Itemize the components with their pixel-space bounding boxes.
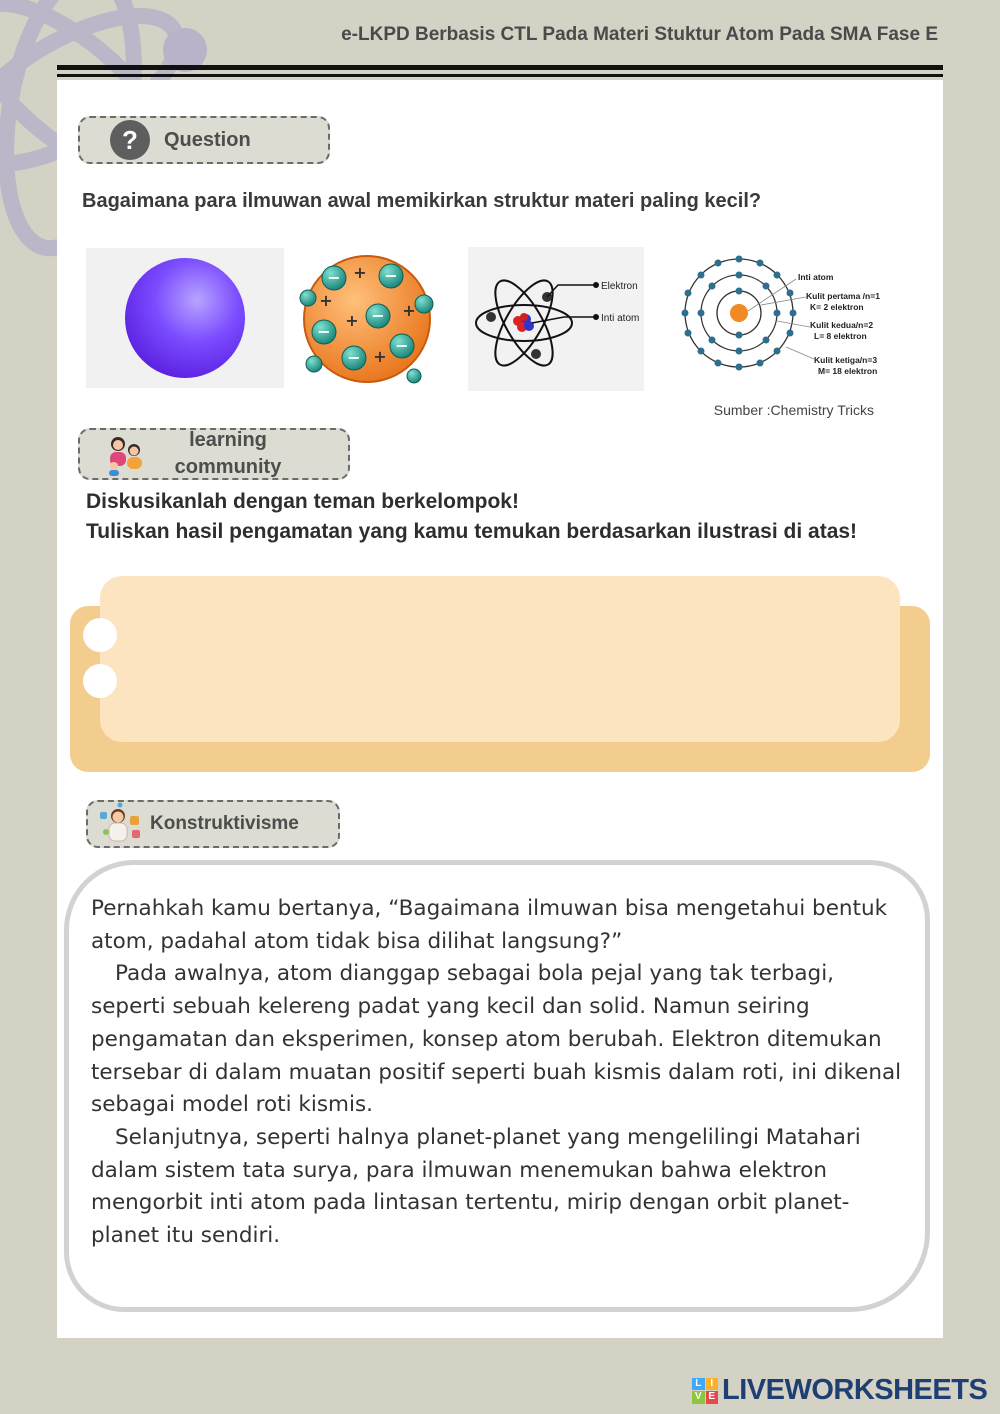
konstruktivisme-paragraph-1: Pernahkah kamu bertanya, “Bagaimana ilmuwan bisa mengetahui bentuk atom, padahal atom tidak bisa dilihat langsung?”: [91, 896, 888, 954]
liveworksheets-icon: L I V E: [692, 1378, 718, 1404]
bohr-shell1-count: K= 2 elektron: [810, 302, 864, 312]
svg-text:+: +: [402, 301, 416, 320]
electron-label: Elektron: [601, 281, 638, 292]
liveworksheets-logo[interactable]: [692, 1374, 987, 1407]
header-rule-thin: [57, 74, 943, 77]
svg-text:−: −: [317, 322, 331, 341]
konstruktivisme-label: Konstruktivisme: [150, 813, 299, 834]
question-mark-icon: ?: [110, 120, 150, 160]
bohr-shell2-count: L= 8 elektron: [814, 331, 867, 341]
svg-text:+: +: [345, 311, 359, 330]
image-source-caption: Sumber :Chemistry Tricks: [713, 402, 874, 418]
liveworksheets-brand: LIVEWORKSHEETS: [722, 1374, 988, 1406]
question-text: Bagaimana para ilmuwan awal memikirkan struktur materi paling kecil?: [82, 190, 762, 212]
binder-hole: [83, 664, 117, 698]
svg-text:+: +: [373, 347, 387, 366]
bohr-model-image: [676, 255, 888, 385]
svg-text:−: −: [347, 348, 361, 367]
bohr-shell3-count: M= 18 elektron: [818, 366, 878, 376]
discussion-instruction: Diskusikanlah dengan teman berkelompok! Tuliskan hasil pengamatan yang kamu temukan berdasarkan ilustrasi di atas!: [86, 490, 858, 543]
svg-text:−: −: [395, 336, 409, 355]
binder-hole: [83, 618, 117, 652]
bohr-nucleus-label: Inti atom: [798, 272, 834, 282]
konstruktivisme-paragraph-2: Pada awalnya, atom dianggap sebagai bola pejal yang tak terbagi, seperti sebuah kelereng padat yang kecil dan solid. Namun seiring pengamatan dan eksperimen, konsep atom berubah. Elektron ditemukan tersebar di dalam muatan positif seperti buah kismis dalam roti, ini dikenal sebagai model roti kismis.: [91, 961, 902, 1118]
rutherford-model-image: [468, 247, 644, 391]
svg-text:−: −: [384, 266, 398, 285]
observation-answer-input[interactable]: [118, 588, 882, 730]
learning-community-pill: [78, 428, 350, 480]
nucleus-label: Inti atom: [601, 313, 640, 324]
header-title: e-LKPD Berbasis CTL Pada Materi Stuktur Atom Pada SMA Fase E: [341, 24, 938, 45]
question-label: Question: [164, 128, 251, 151]
thomson-electron-sign: −: [327, 268, 341, 287]
bohr-shell1-label: Kulit pertama /n=1: [806, 291, 880, 301]
konstruktivisme-pill: [86, 800, 340, 848]
thomson-proton-sign: +: [353, 263, 367, 282]
learning-community-label: learning community: [174, 429, 282, 478]
header-rule-thick: [57, 65, 943, 70]
thomson-model-image: [294, 246, 440, 392]
dalton-model-image: [86, 248, 284, 388]
question-pill: [78, 116, 330, 164]
bohr-shell2-label: Kulit kedua/n=2: [810, 320, 874, 330]
learning-community-icon: [104, 432, 148, 476]
thinking-person-icon: [96, 802, 144, 846]
svg-text:−: −: [371, 306, 385, 325]
konstruktivisme-text: [91, 893, 911, 1253]
svg-text:+: +: [319, 291, 333, 310]
konstruktivisme-paragraph-3: Selanjutnya, seperti halnya planet-planet yang mengelilingi Matahari dalam sistem tata surya, para ilmuwan menemukan bahwa elektron mengorbit inti atom pada lintasan tertentu, mirip dengan orbit planet-planet itu sendiri.: [91, 1124, 861, 1249]
bohr-shell3-label: Kulit ketiga/n=3: [814, 355, 878, 365]
